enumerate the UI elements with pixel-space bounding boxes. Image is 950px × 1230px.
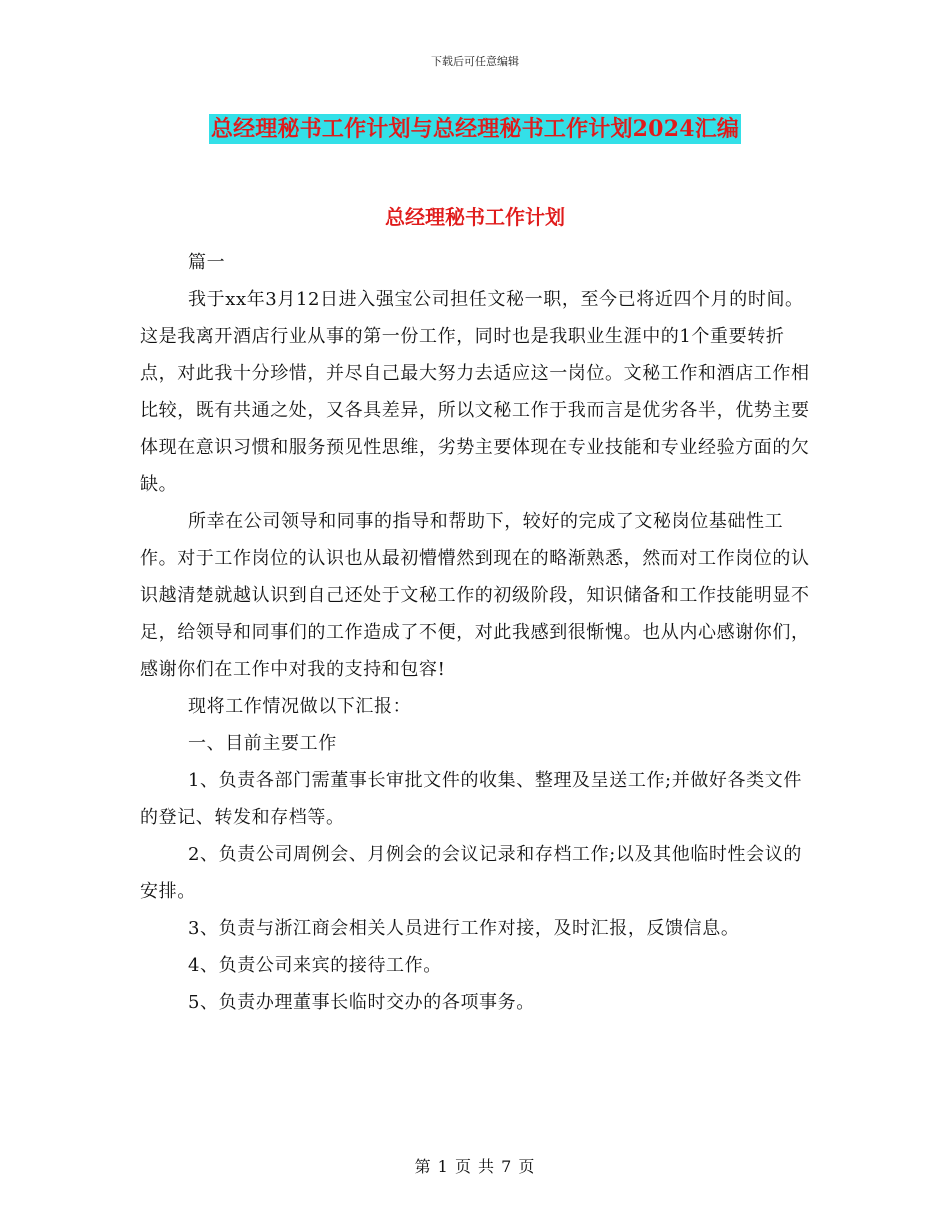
list-item-3: 3、负责与浙江商会相关人员进行工作对接，及时汇报，反馈信息。 <box>188 918 740 939</box>
main-title <box>0 114 950 144</box>
body-text <box>140 244 820 1021</box>
paragraph-2: 所幸在公司领导和同事的指导和帮助下，较好的完成了文秘岗位基础性工作。对于工作岗位的认识也从最初懵懵然到现在的略渐熟悉，然而对工作岗位的认识越清楚就越认识到自己还处于文秘工作的初级阶段，知识储备和工作技能明显不足，给领导和同事们的工作造成了不便，对此我感到很惭愧。也从内心感谢你们，感谢你们在工作中对我的支持和包容! <box>140 511 810 680</box>
section-heading-1: 一、目前主要工作 <box>188 733 337 754</box>
main-title-text: 总经理秘书工作计划与总经理秘书工作计划2024汇编 <box>210 116 740 142</box>
sub-title: 总经理秘书工作计划 <box>385 205 565 229</box>
list-item-5: 5、负责办理董事长临时交办的各项事务。 <box>188 992 535 1013</box>
list-item-2: 2、负责公司周例会、月例会的会议记录和存档工作;以及其他临时性会议的安排。 <box>140 844 802 902</box>
header-note: 下载后可任意编辑 <box>431 55 519 68</box>
list-item-1: 1、负责各部门需董事长审批文件的收集、整理及呈送工作;并做好各类文件的登记、转发和存档等。 <box>140 770 802 828</box>
section-label: 篇一 <box>188 252 226 273</box>
page-footer: 第 1 页 共 7 页 <box>414 1157 536 1176</box>
list-item-4: 4、负责公司来宾的接待工作。 <box>188 955 442 976</box>
paragraph-3: 现将工作情况做以下汇报： <box>188 696 412 717</box>
paragraph-1: 我于xx年3月12日进入强宝公司担任文秘一职，至今已将近四个月的时间。这是我离开酒店行业从事的第一份工作，同时也是我职业生涯中的1个重要转折点，对此我十分珍惜，并尽自己最大努力去适应这一岗位。文秘工作和酒店工作相比较，既有共通之处，又各具差异，所以文秘工作于我而言是优劣各半，优势主要体现在意识习惯和服务预见性思维，劣势主要体现在专业技能和专业经验方面的欠缺。 <box>140 289 810 495</box>
